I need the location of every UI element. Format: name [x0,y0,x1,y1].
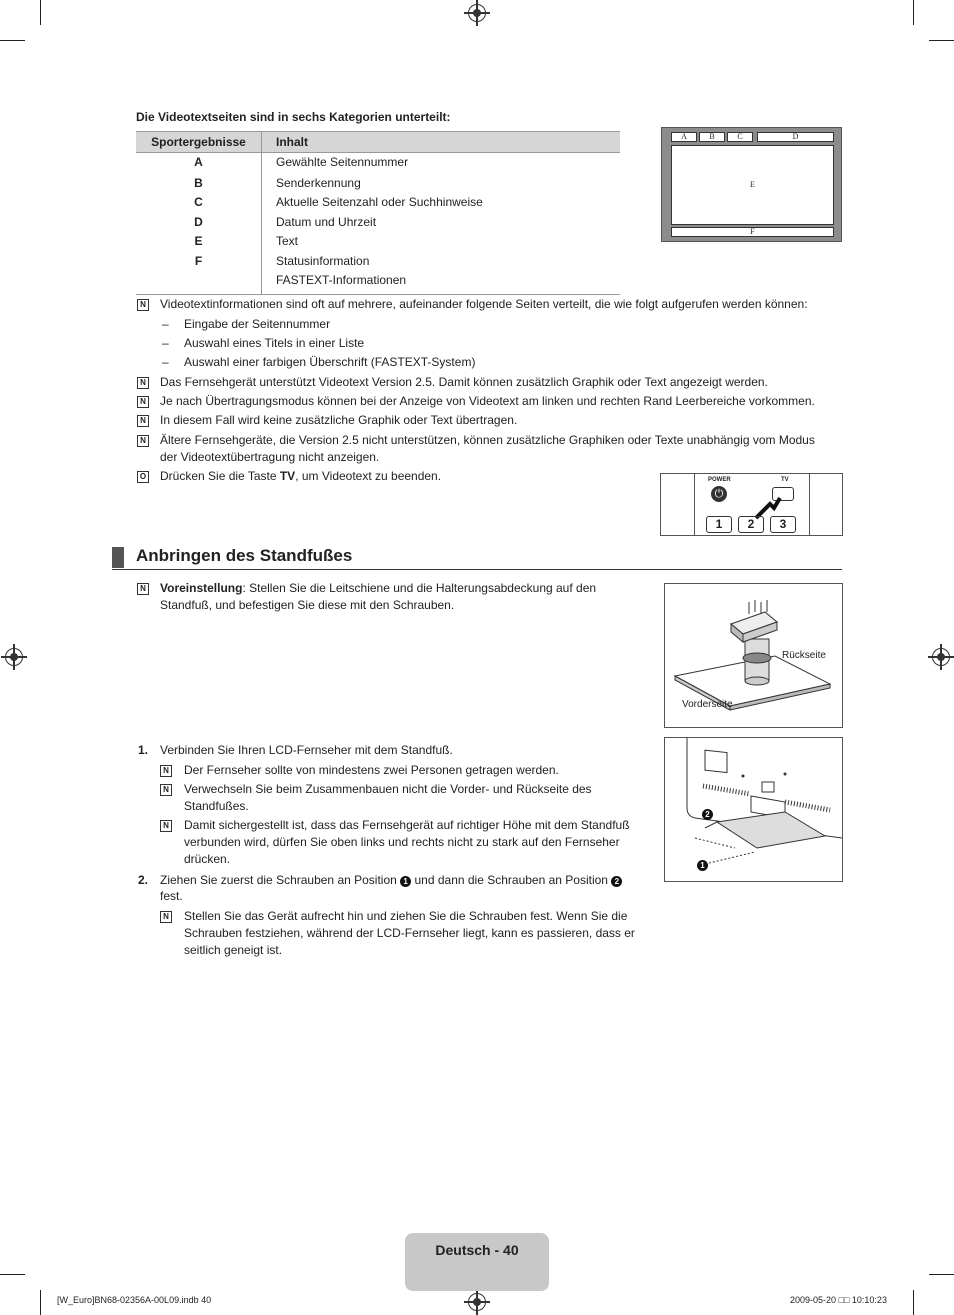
crop-mark [40,0,41,25]
print-timestamp: 2009-05-20 □□ 10:10:23 [790,1295,887,1305]
note-text: Der Fernseher sollte von mindestens zwei Personen getragen werden. [184,763,559,777]
note-icon: N [137,435,149,447]
page-number: Deutsch - 40 [435,1242,519,1258]
table-cell: E [136,232,262,252]
table-row [136,252,620,272]
list-item: Auswahl einer farbigen Überschrift (FASTEXT-System) [184,355,476,369]
section-title: Anbringen des Standfußes [136,546,353,565]
crop-mark [929,1274,954,1275]
dash-bullet: – [162,355,169,369]
tv-back-drawing [665,738,842,881]
note-icon: N [137,396,149,408]
crop-mark [929,40,954,41]
note-text: Schrauben festziehen, während der LCD-Fernseher liegt, kann es passieren, dass er [184,926,635,940]
category-table [136,131,620,295]
table-header: Inhalt [262,132,621,153]
note-icon: N [137,377,149,389]
step-text: Verbinden Sie Ihren LCD-Fernseher mit dem Standfuß. [160,743,453,757]
key-2: 2 [738,516,764,533]
step-text: fest. [160,889,183,903]
note-text-part: , um Videotext zu beenden. [295,469,442,483]
list-item: Eingabe der Seitennummer [184,317,331,331]
table-cell: F [136,252,262,272]
crop-mark [913,1290,914,1315]
position-1-badge: 1 [697,860,708,871]
dash-bullet: – [162,336,169,350]
preset-text: Standfuß, und befestigen Sie diese mit den Schrauben. [160,598,455,612]
note-text [160,468,441,485]
step-text-part: Ziehen Sie zuerst die Schrauben an Position [160,873,397,887]
key-1: 1 [706,516,732,533]
table-cell: D [136,213,262,233]
diagram-label-b: B [699,132,725,142]
note-icon: N [160,820,172,832]
remote-note-icon: O [137,471,149,483]
table-cell: B [136,174,262,194]
diagram-label-f: F [671,227,834,237]
step-text-part: und dann die Schrauben an Position [414,873,608,887]
registration-mark-icon [468,4,486,22]
note-icon: N [137,299,149,311]
table-cell: Statusinformation [276,253,370,268]
section-marker [112,547,124,568]
note-text: Standfußes. [184,799,249,813]
note-icon: N [137,415,149,427]
section-divider [112,569,842,570]
note-text: Ältere Fernsehgeräte, die Version 2.5 nicht unterstützen, können zusätzliche Graphiken oder Texte unabhängig vom Modus [160,433,815,447]
tv-mounting-figure [664,737,843,882]
table-cell: C [136,193,262,213]
key-3: 3 [770,516,796,533]
note-text: der Videotextübertragung nicht anzeigen. [160,450,380,464]
note-text: seitlich geneigt ist. [184,943,283,957]
step-number: 2. [138,873,149,887]
table-header: Sportergebnisse [136,132,262,153]
crop-mark [40,1290,41,1315]
table-row [136,193,620,213]
intro-text: Die Videotextseiten sind in sechs Kategorien unterteilt: [136,110,451,124]
preset-label: Voreinstellung [160,581,243,595]
table-cell: Senderkennung [276,175,361,190]
note-text: Stellen Sie das Gerät aufrecht hin und ziehen Sie die Schrauben fest. Wenn Sie die [184,909,628,923]
table-cell: FASTEXT-Informationen [276,273,407,287]
power-button-icon: ⏻ [711,486,727,502]
note-icon: N [160,911,172,923]
position-2-badge: 2 [611,876,622,887]
note-text: Videotextinformationen sind oft auf mehrere, aufeinander folgende Seiten verteilt, die wie folgt aufgerufen werden können: [160,297,808,311]
remote-control-illustration [660,473,843,536]
registration-mark-icon [5,648,23,666]
note-text: drücken. [184,852,231,866]
teletext-layout-diagram [661,127,842,242]
crop-mark [913,0,914,25]
diagram-label-d: D [757,132,834,142]
diagram-label-c: C [727,132,753,142]
note-text: In diesem Fall wird keine zusätzliche Graphik oder Text übertragen. [160,413,518,427]
list-item: Auswahl eines Titels in einer Liste [184,336,365,350]
step-number: 1. [138,743,149,757]
note-icon: N [160,765,172,777]
note-text: Je nach Übertragungsmodus können bei der Anzeige von Videotext am linken und rechten Rand Leerbereiche vorkommen. [160,394,815,408]
registration-mark-icon [932,648,950,666]
table-row [136,213,620,233]
step-text [160,872,622,889]
note-text: Damit sichergestellt ist, dass das Fernsehgerät auf richtiger Höhe mit dem Standfuß [184,818,630,832]
table-row [136,174,620,194]
stand-assembly-figure [664,583,843,728]
diagram-label-a: A [671,132,697,142]
table-cell: Datum und Uhrzeit [276,214,377,229]
registration-mark-icon [468,1293,486,1311]
table-cell: Aktuelle Seitenzahl oder Suchhinweise [276,195,483,209]
back-label: Rückseite [782,650,826,661]
table-cell: Text [276,234,299,248]
note-text: Verwechseln Sie beim Zusammenbauen nicht die Vorder- und Rückseite des [184,782,592,796]
preset-text [160,580,596,597]
table-row [136,232,620,252]
front-label: Vorderseite [682,699,733,710]
position-1-badge: 1 [400,876,411,887]
file-slug: [W_Euro]BN68-02356A-00L09.indb 40 [57,1295,212,1305]
diagram-label-e: E [671,145,834,225]
tv-key-label: TV [279,469,296,483]
note-text-part: Drücken Sie die Taste [160,469,280,483]
position-2-badge: 2 [702,809,713,820]
tv-label: TV [781,477,789,483]
table-cell: Gewählte Seitennummer [276,155,409,169]
table-cell: A [136,153,262,174]
note-text: Das Fernsehgerät unterstützt Videotext Version 2.5. Damit können zusätzlich Graphik oder Text angezeigt werden. [160,375,768,389]
table-row [136,153,620,174]
table-row [136,271,620,294]
power-label: POWER [708,477,731,483]
dash-bullet: – [162,317,169,331]
preset-text-part: : Stellen Sie die Leitschiene und die Halterungsabdeckung auf den [242,581,597,595]
table-cell [136,271,262,294]
crop-mark [0,40,25,41]
crop-mark [0,1274,25,1275]
note-icon: N [160,784,172,796]
note-text: verbunden wird, dürfen Sie oben links und rechts nicht zu stark auf den Fernseher [184,835,620,849]
note-icon: N [137,583,149,595]
